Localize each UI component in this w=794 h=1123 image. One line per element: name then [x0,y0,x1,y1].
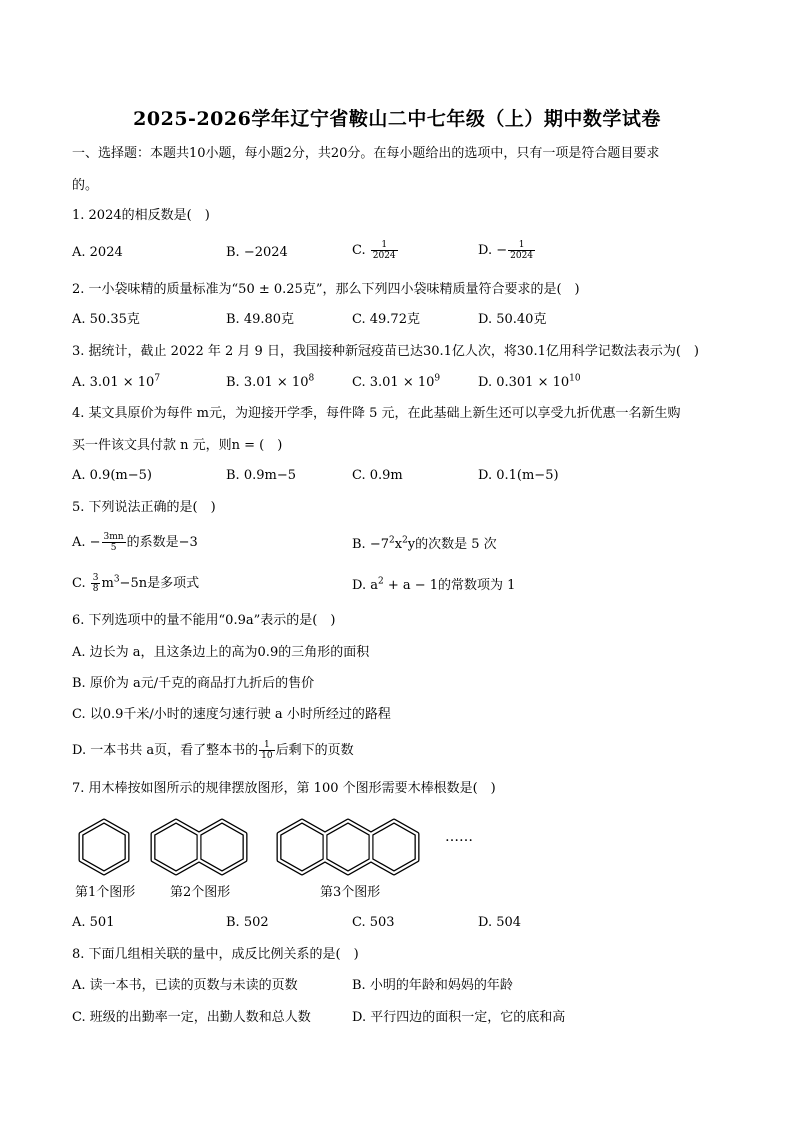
q5-d-suffix: + a − 1的常数项为 1 [383,578,516,593]
section-instructions-line2: 的。 [72,178,99,193]
q8-option-b: B. 小明的年龄和妈妈的年龄 [352,978,513,993]
q5-b-pre: B. −7 [352,537,389,552]
q5-b-exp1: 2 [388,535,395,546]
q5-c-exp: 3 [113,574,120,585]
q6-option-c: C. 以0.9千米/小时的速度匀速行驶 a 小时所经过的路程 [72,707,391,722]
q7-option-b: B. 502 [226,915,269,930]
q5-d-exp: 2 [377,576,384,587]
q4-option-c: C. 0.9m [352,468,403,483]
q3-b-exponent: 8 [308,373,315,384]
q1-option-d-prefix: D. − [478,243,508,258]
q5-a-numerator: 3mn [103,532,124,542]
q3-d-base: D. 0.301 × 10 [478,375,570,390]
q2-option-c: C. 49.72克 [352,312,420,327]
q6-option-b: B. 原价为 a元/千克的商品打九折后的售价 [72,676,315,691]
q8-option-c: C. 班级的出勤率一定，出勤人数和总人数 [72,1010,311,1025]
q5-option-a [72,532,198,553]
q6-option-d [72,740,354,761]
q6-d-suffix: 后剩下的页数 [275,743,354,758]
question-1-stem: 1. 2024的相反数是( ) [72,208,210,223]
question-7-stem: 7. 用木棒按如图所示的规律摆放图形，第 100 个图形需要木棒根数是( ) [72,781,496,796]
hexagon-pattern-figure [0,812,794,882]
q1-d-denominator: 2024 [510,251,534,261]
q5-c-var: m [101,576,114,591]
question-5-stem: 5. 下列说法正确的是( ) [72,500,216,515]
q3-c-exponent: 9 [434,373,441,384]
q5-b-var: x [394,537,403,552]
q5-a-prefix: A. − [72,535,101,550]
question-2-stem: 2. 一小袋味精的质量标准为“50 ± 0.25克”，那么下列四小袋味精质量符合要求的是( ) [72,282,580,297]
q3-d-exponent: 10 [569,373,581,384]
page-title: 2025-2026学年辽宁省鞍山二中七年级（上）期中数学试卷 [133,108,661,130]
q3-option-b [226,374,314,392]
q6-d-numerator: 1 [259,740,274,751]
q7-option-c: C. 503 [352,915,395,930]
q3-c-base: C. 3.01 × 10 [352,375,435,390]
q1-option-b: B. −2024 [226,245,288,260]
q6-option-a: A. 边长为 a，且这条边上的高为0.9的三角形的面积 [72,645,370,660]
question-8-stem: 8. 下面几组相关联的量中，成反比例关系的是( ) [72,947,359,962]
question-4-stem-line1: 4. 某文具原价为每件 m元，为迎接开学季，每件降 5 元，在此基础上新生还可以享受九折优惠一名新生购 [72,406,681,421]
q2-option-d: D. 50.40克 [478,312,547,327]
q1-option-d [478,240,536,261]
q2-option-a: A. 50.35克 [72,312,140,327]
q7-option-d: D. 504 [478,915,522,930]
q7-option-a: A. 501 [72,915,115,930]
q3-option-c [352,374,440,392]
q5-option-d [352,577,515,595]
q3-option-a [72,374,160,392]
q4-option-a: A. 0.9(m−5) [72,468,152,483]
q1-option-c [352,240,399,261]
figure-1-label: 第1个图形 [75,885,136,900]
q1-d-numerator: 1 [508,240,535,251]
q5-b-suffix: y的次数是 5 次 [407,537,497,552]
q3-b-base: B. 3.01 × 10 [226,375,309,390]
q1-option-c-prefix: C. [352,243,370,258]
q5-c-denominator: 8 [92,584,99,594]
q5-c-numerator: 3 [92,573,99,583]
q1-option-a: A. 2024 [72,245,123,260]
q2-option-b: B. 49.80克 [226,312,295,327]
q5-b-exp2: 2 [402,535,408,546]
q5-d-pre: D. a [352,578,378,593]
question-6-stem: 6. 下列选项中的量不能用“0.9a”表示的是( ) [72,613,336,628]
figure-3-label: 第3个图形 [320,885,381,900]
q5-c-fraction [91,573,101,594]
question-3-stem: 3. 据统计，截止 2022 年 2 月 9 日，我国接种新冠疫苗已达30.1亿人次，将30.1亿用科学记数法表示为( ) [72,344,699,359]
continuation-dots: …… [445,829,473,845]
q3-option-d [478,374,581,392]
q5-a-denominator: 5 [110,543,117,553]
q3-a-exponent: 7 [154,373,161,384]
q5-c-suffix: −5n是多项式 [119,576,200,591]
q5-c-pre: C. [72,576,90,591]
q4-option-b: B. 0.9m−5 [226,468,296,483]
q3-a-base: A. 3.01 × 10 [72,375,155,390]
q5-a-suffix: 的系数是−3 [126,535,198,550]
q5-a-fraction [102,532,126,553]
q1-option-c-fraction [371,240,398,261]
q8-option-d: D. 平行四边的面积一定，它的底和高 [352,1010,566,1025]
q1-c-numerator: 1 [371,240,398,251]
q1-option-d-fraction [508,240,535,261]
question-4-stem-line2: 买一件该文具付款 n 元，则n = ( ) [72,438,283,453]
q8-option-a: A. 读一本书，已读的页数与未读的页数 [72,978,298,993]
q6-d-fraction [259,740,274,761]
q5-option-c [72,573,199,594]
q5-option-b [352,536,497,554]
section-instructions-line1: 一、选择题：本题共10小题，每小题2分，共20分。在每小题给出的选项中，只有一项是符合题目要求 [72,146,660,161]
q6-d-pre: D. 一本书共 a页，看了整本书的 [72,743,259,758]
q1-c-denominator: 2024 [372,251,396,261]
q6-d-denominator: 10 [261,751,273,761]
q4-option-d: D. 0.1(m−5) [478,468,559,483]
figure-2-label: 第2个图形 [170,885,231,900]
